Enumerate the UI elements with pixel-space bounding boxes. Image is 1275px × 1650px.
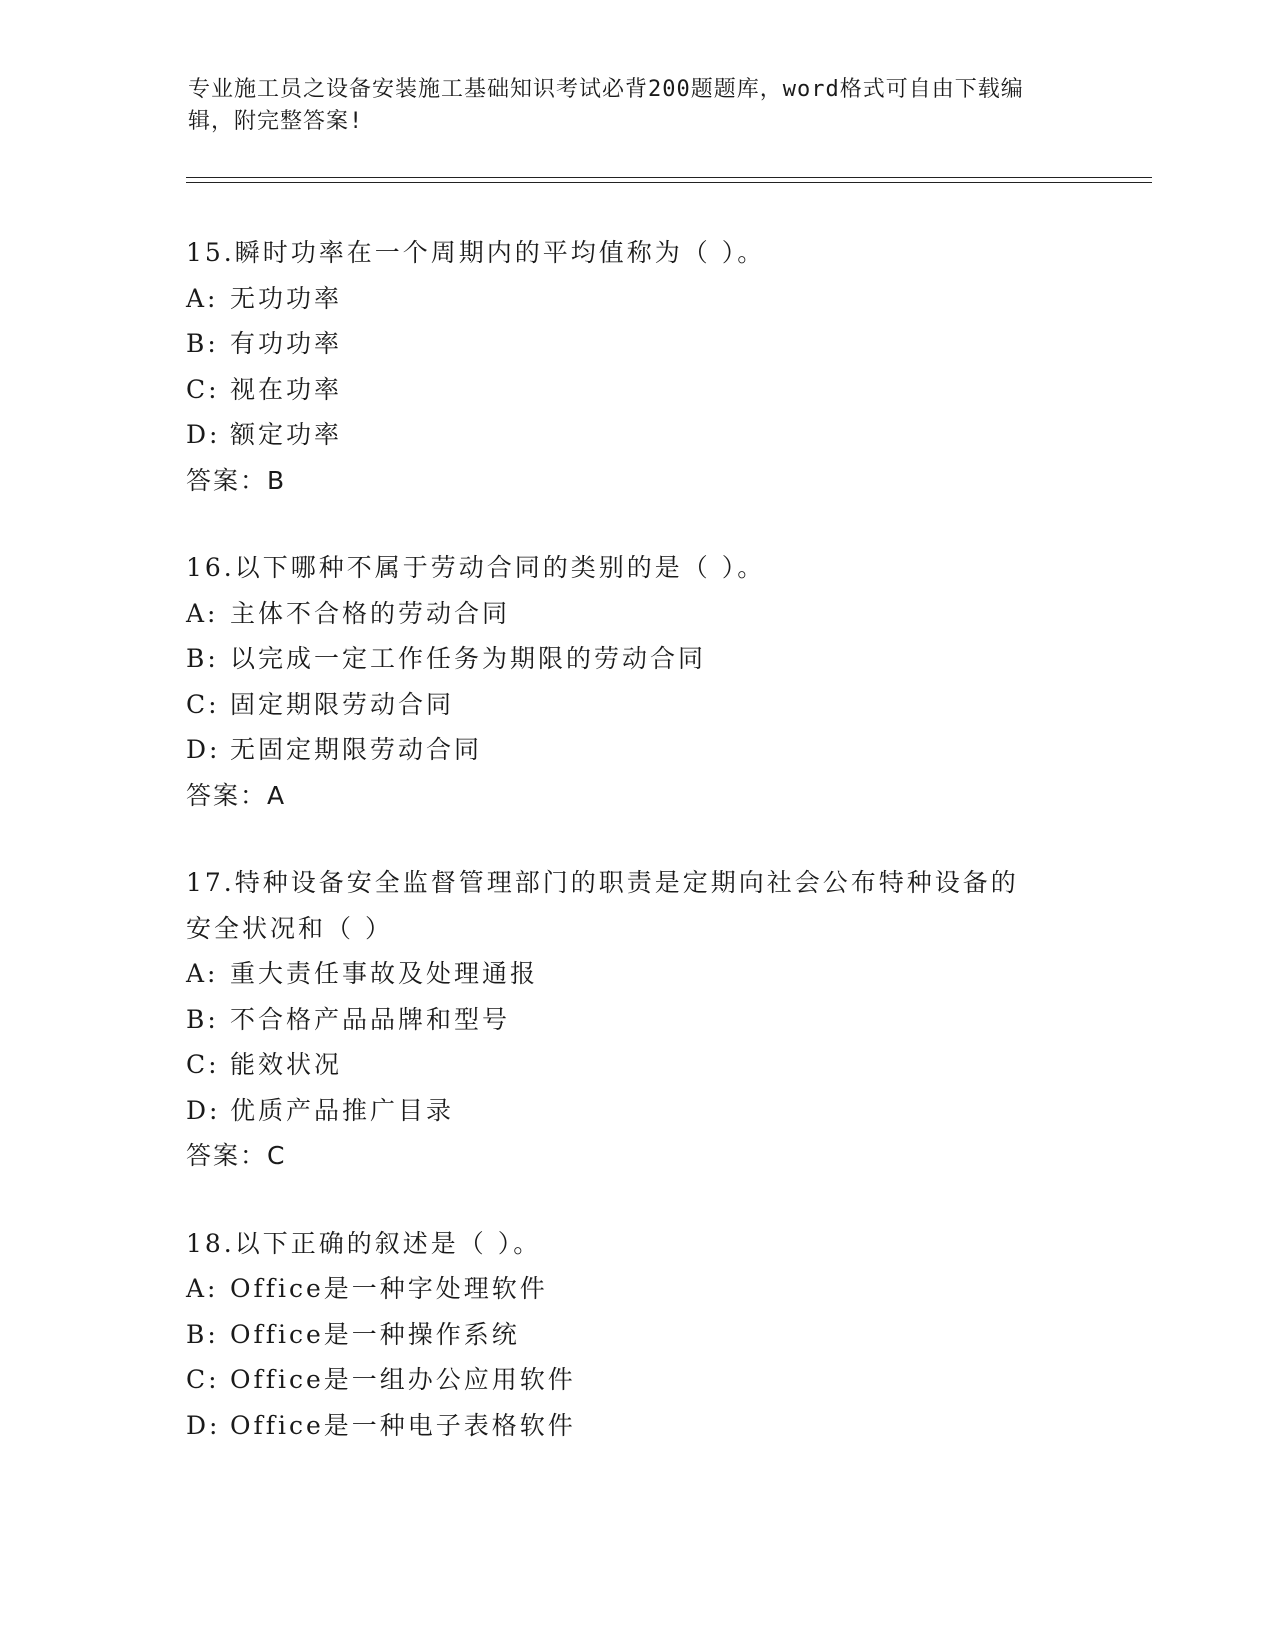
option-key: A: — [186, 959, 219, 988]
option-text: 固定期限劳动合同 — [230, 689, 455, 719]
option-text: 以完成一定工作任务为期限的劳动合同 — [230, 644, 707, 673]
option-text: Office是一种字处理软件 — [230, 1274, 548, 1303]
option-text: 视在功率 — [230, 374, 343, 404]
question-stem: 18.以下正确的叙述是（ ）。 — [186, 1228, 542, 1258]
option-c — [186, 1042, 1086, 1088]
option-key: D: — [186, 420, 221, 449]
option-c — [186, 367, 1086, 413]
question-15 — [186, 230, 1086, 503]
option-a — [186, 1266, 1086, 1312]
option-key: A: — [186, 598, 219, 628]
option-a — [186, 951, 1086, 997]
option-key: C: — [186, 689, 220, 719]
option-key: B: — [186, 1004, 219, 1034]
option-text: 能效状况 — [230, 1050, 343, 1079]
option-key: A: — [186, 283, 219, 313]
option-b — [186, 636, 1086, 682]
answer-label: 答案：A — [186, 780, 287, 810]
question-16 — [186, 545, 1086, 818]
question-stem: 17.特种设备安全监督管理部门的职责是定期向社会公布特种设备的安全状况和（ ） — [186, 868, 1019, 943]
option-a — [186, 276, 1086, 322]
option-text: 无功功率 — [230, 283, 343, 313]
option-key: B: — [186, 644, 219, 673]
option-key: D: — [186, 735, 221, 764]
option-a — [186, 591, 1086, 637]
option-d — [186, 727, 1086, 773]
option-key: C: — [186, 374, 220, 404]
option-key: C: — [186, 1050, 220, 1079]
option-text: Office是一种电子表格软件 — [230, 1410, 576, 1440]
option-text: 有功功率 — [230, 329, 343, 358]
question-list — [186, 230, 1086, 1490]
document-header: 专业施工员之设备安装施工基础知识考试必背200题题库，word格式可自由下载编辑，附完整答案! — [188, 77, 1024, 134]
option-d — [186, 412, 1086, 458]
option-c — [186, 682, 1086, 728]
header-rule-bottom — [186, 182, 1152, 183]
answer-label: 答案：C — [186, 1141, 287, 1170]
option-d — [186, 1088, 1086, 1134]
option-b — [186, 321, 1086, 367]
option-b — [186, 1312, 1086, 1358]
option-text: Office是一组办公应用软件 — [230, 1365, 576, 1394]
option-b — [186, 997, 1086, 1043]
option-key: D: — [186, 1410, 221, 1440]
option-key: C: — [186, 1365, 220, 1394]
question-17 — [186, 860, 1086, 1179]
option-key: A: — [186, 1274, 219, 1303]
header-rule-top — [186, 177, 1152, 178]
option-text: 重大责任事故及处理通报 — [230, 959, 539, 988]
option-text: 无固定期限劳动合同 — [230, 735, 483, 764]
option-key: D: — [186, 1095, 221, 1125]
option-text: 主体不合格的劳动合同 — [230, 598, 511, 628]
question-stem: 16.以下哪种不属于劳动合同的类别的是（ ）。 — [186, 553, 766, 582]
option-text: 优质产品推广目录 — [230, 1095, 455, 1125]
option-text: Office是一种操作系统 — [230, 1319, 520, 1349]
option-text: 不合格产品品牌和型号 — [230, 1004, 511, 1034]
option-d — [186, 1403, 1086, 1449]
question-stem: 15.瞬时功率在一个周期内的平均值称为（ ）。 — [186, 238, 766, 267]
option-key: B: — [186, 329, 219, 358]
option-key: B: — [186, 1319, 219, 1349]
option-text: 额定功率 — [230, 420, 343, 449]
option-c — [186, 1357, 1086, 1403]
answer-label: 答案：B — [186, 465, 287, 495]
question-18 — [186, 1221, 1086, 1449]
